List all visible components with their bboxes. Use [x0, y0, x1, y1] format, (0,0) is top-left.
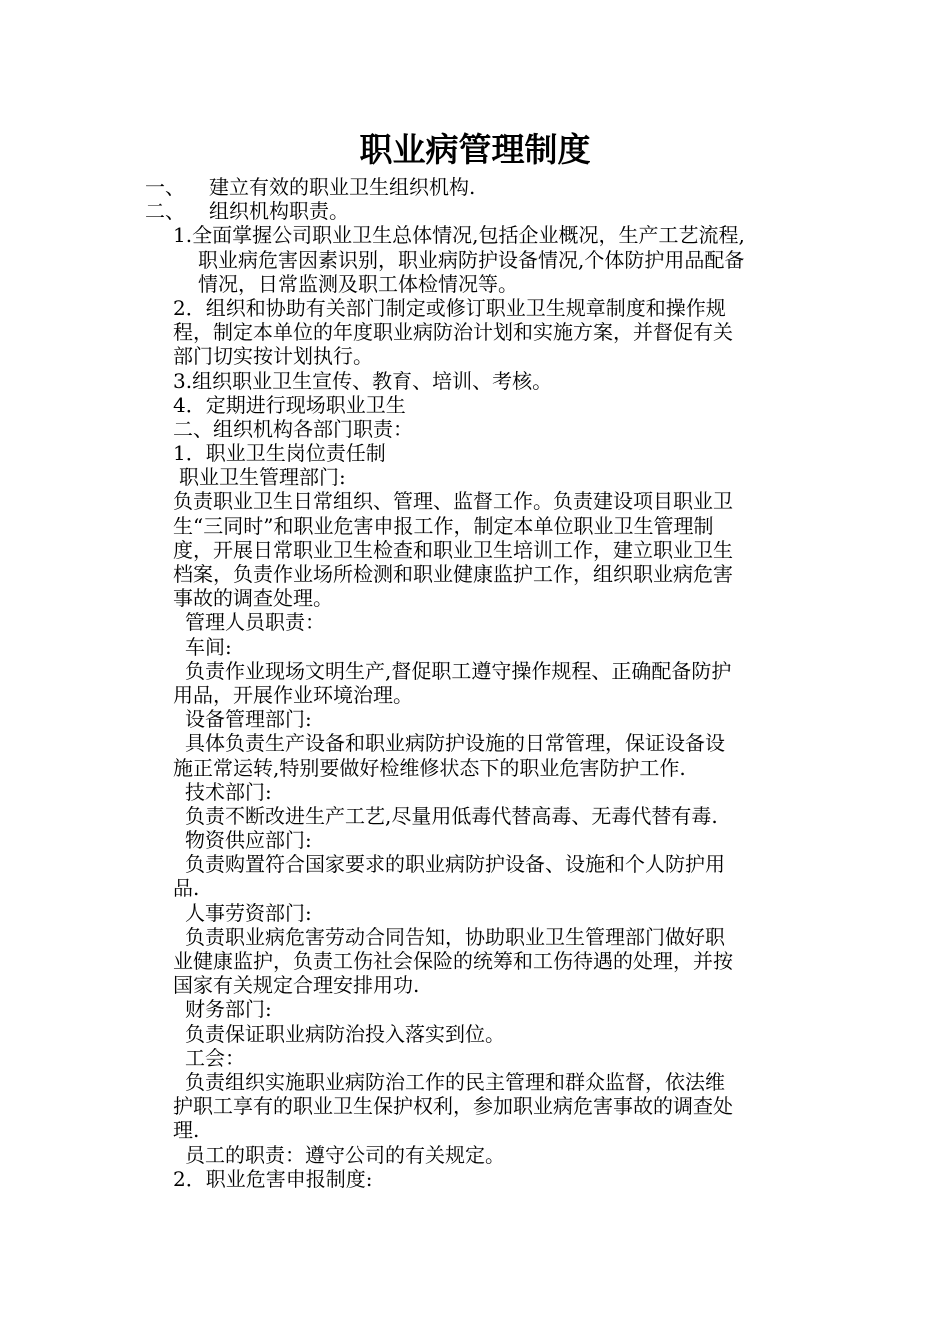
list-item: [145, 175, 825, 199]
text-line: 1.全面掌握公司职业卫生总体情况,包括企业概况，生产工艺流程,: [173, 223, 745, 248]
text-line: 理.: [173, 1118, 200, 1143]
text-line: 具体负责生产设备和职业病防护设施的日常管理，保证设备设: [185, 731, 725, 756]
list-text: 建立有效的职业卫生组织机构.: [209, 175, 476, 199]
text-line: 国家有关规定合理安排用功.: [173, 973, 420, 998]
text-line: 品.: [173, 876, 200, 901]
document-body: [145, 175, 825, 1191]
text-line: 设备管理部门:: [185, 707, 312, 732]
text-line: 1．职业卫生岗位责任制: [173, 441, 386, 466]
text-line: 员工的职责：遵守公司的有关规定。: [185, 1142, 505, 1167]
text-line: 负责作业现场文明生产,督促职工遵守操作规程、正确配备防护: [185, 658, 732, 683]
text-line: 档案，负责作业场所检测和职业健康监护工作，组织职业病危害: [173, 562, 733, 586]
list-text: 组织机构职责。: [209, 199, 349, 224]
text-line: 管理人员职责：: [185, 610, 325, 635]
text-line: 3.组织职业卫生宣传、教育、培训、考核。: [173, 368, 553, 393]
text-line: 负责保证职业病防治投入落实到位。: [185, 1021, 505, 1046]
text-line: 事故的调查处理。: [173, 586, 333, 611]
text-line: 负责组织实施职业病防治工作的民主管理和群众监督，依法维: [185, 1069, 725, 1094]
text-line: 物资供应部门:: [185, 828, 312, 853]
text-line: 人事劳资部门:: [185, 900, 312, 925]
text-line: 护职工享有的职业卫生保护权利，参加职业病危害事故的调查处: [173, 1094, 733, 1119]
text-line: 施正常运转,特别要做好检维修状态下的职业危害防护工作.: [173, 755, 686, 780]
text-line: 负责不断改进生产工艺,尽量用低毒代替高毒、无毒代替有毒.: [185, 803, 718, 828]
list-number: 二、: [145, 199, 185, 224]
text-line: 车间:: [185, 634, 232, 659]
list-item: [145, 199, 825, 223]
text-line: 职业病危害因素识别，职业病防护设备情况,个体防护用品配备: [198, 247, 745, 272]
text-line: 技术部门:: [185, 779, 272, 804]
text-line: 负责购置符合国家要求的职业病防护设备、设施和个人防护用: [185, 852, 725, 877]
text-line: 程，制定本单位的年度职业病防治计划和实施方案，并督促有关: [173, 320, 733, 345]
list-number: 一、: [145, 175, 185, 199]
text-line: 职业卫生管理部门:: [179, 465, 346, 490]
document-title: 职业病管理制度: [359, 130, 591, 169]
text-line: 二、组织机构各部门职责：: [173, 416, 413, 441]
text-line: 情况，日常监测及职工体检情况等。: [198, 271, 518, 296]
text-line: 业健康监护，负责工伤社会保险的统筹和工伤待遇的处理，并按: [173, 949, 733, 973]
text-line: 负责职业卫生日常组织、管理、监督工作。负责建设项目职业卫: [173, 489, 733, 514]
text-line: 用品，开展作业环境治理。: [173, 682, 413, 707]
text-line: 4．定期进行现场职业卫生: [173, 392, 406, 417]
paragraph-lines: [145, 223, 825, 1191]
text-line: 生“三同时”和职业危害申报工作，制定本单位职业卫生管理制: [173, 513, 714, 538]
text-line: 财务部门:: [185, 997, 272, 1022]
text-line: 部门切实按计划执行。: [173, 344, 373, 369]
text-line: 度，开展日常职业卫生检查和职业卫生培训工作，建立职业卫生: [173, 537, 733, 562]
text-line: 2．组织和协助有关部门制定或修订职业卫生规章制度和操作规: [173, 295, 726, 320]
text-line: 2．职业危害申报制度:: [173, 1166, 373, 1191]
text-line: 工会：: [185, 1045, 245, 1070]
text-line: 负责职业病危害劳动合同告知，协助职业卫生管理部门做好职: [185, 924, 725, 949]
